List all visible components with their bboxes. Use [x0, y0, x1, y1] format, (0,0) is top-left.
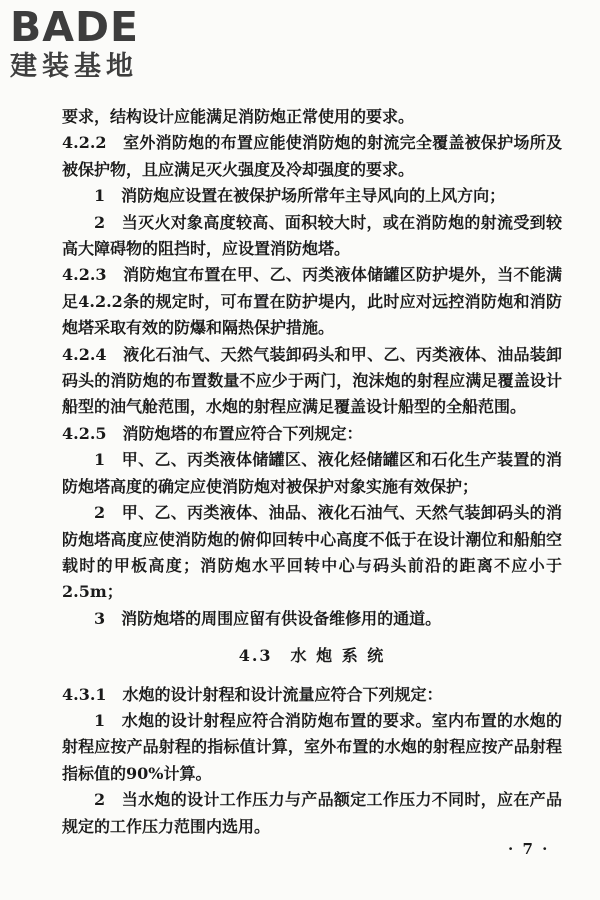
clause-4-2-3: 4.2.3 消防炮宜布置在甲、乙、丙类液体储罐区防护堤外，当不能满足4.2.2条的规定时，可布置在防护堤内，此时应对远控消防炮和消防炮塔采取有效的防爆和隔热保护措施。 [62, 265, 562, 338]
clause-4-3-1-item-2: 2 当水炮的设计工作压力与产品额定工作压力不同时，应在产品规定的工作压力范围内选用。 [62, 790, 562, 836]
logo-subtitle: 建装基地 [10, 51, 138, 82]
clause-4-2-5: 4.2.5 消防炮塔的布置应符合下列规定： [62, 423, 363, 443]
logo-brand: BADE [10, 3, 140, 51]
clause-4-3-1-item-1: 1 水炮的设计射程应符合消防炮布置的要求。室内布置的水炮的射程应按产品射程的指标值计算，室外布置的水炮的射程应按产品射程指标值的90%计算。 [62, 710, 562, 783]
clause-4-2-5-item-1: 1 甲、乙、丙类液体储罐区、液化烃储罐区和石化生产装置的消防炮塔高度的确定应使消防炮对被保护对象实施有效保护； [62, 450, 562, 496]
clause-4-2-2-item-1: 1 消防炮应设置在被保护场所常年主导风向的上风方向； [94, 186, 506, 206]
clause-4-2-2-item-2: 2 当灭火对象高度较高、面积较大时，或在消防炮的射流受到较高大障碍物的阻挡时，应设置消防炮塔。 [62, 212, 562, 259]
clause-4-2-5-item-3: 3 消防炮塔的周围应留有供设备维修用的通道。 [94, 608, 442, 628]
clause-4-2-5-item-2: 2 甲、乙、丙类液体、油品、液化石油气、天然气装卸码头的消防炮塔高度应使消防炮的俯仰回转中心高度不低于在设计潮位和船舶空载时的甲板高度；消防炮水平回转中心与码头前沿的距离不应小于2.5m； [62, 503, 562, 602]
publisher-logo [10, 4, 180, 82]
document-body [62, 104, 562, 840]
page-number: · 7 · [508, 840, 550, 858]
clause-4-2-2: 4.2.2 室外消防炮的布置应能使消防炮的射流完全覆盖被保护场所及被保护物，且应满足灭火强度及冷却强度的要求。 [62, 133, 562, 179]
paragraph-continuation: 要求，结构设计应能满足消防炮正常使用的要求。 [62, 107, 415, 126]
section-title: 4.3 水 炮 系 统 [238, 646, 386, 666]
clause-4-3-1: 4.3.1 水炮的设计射程和设计流量应符合下列规定： [62, 684, 443, 704]
clause-4-2-4: 4.2.4 液化石油气、天然气装卸码头和甲、乙、丙类液体、油品装卸码头的消防炮的布置数量不应少于两门，泡沫炮的射程应满足覆盖设计船型的油气舱范围，水炮的射程应满足覆盖设计船型的全船范围。 [62, 344, 562, 417]
